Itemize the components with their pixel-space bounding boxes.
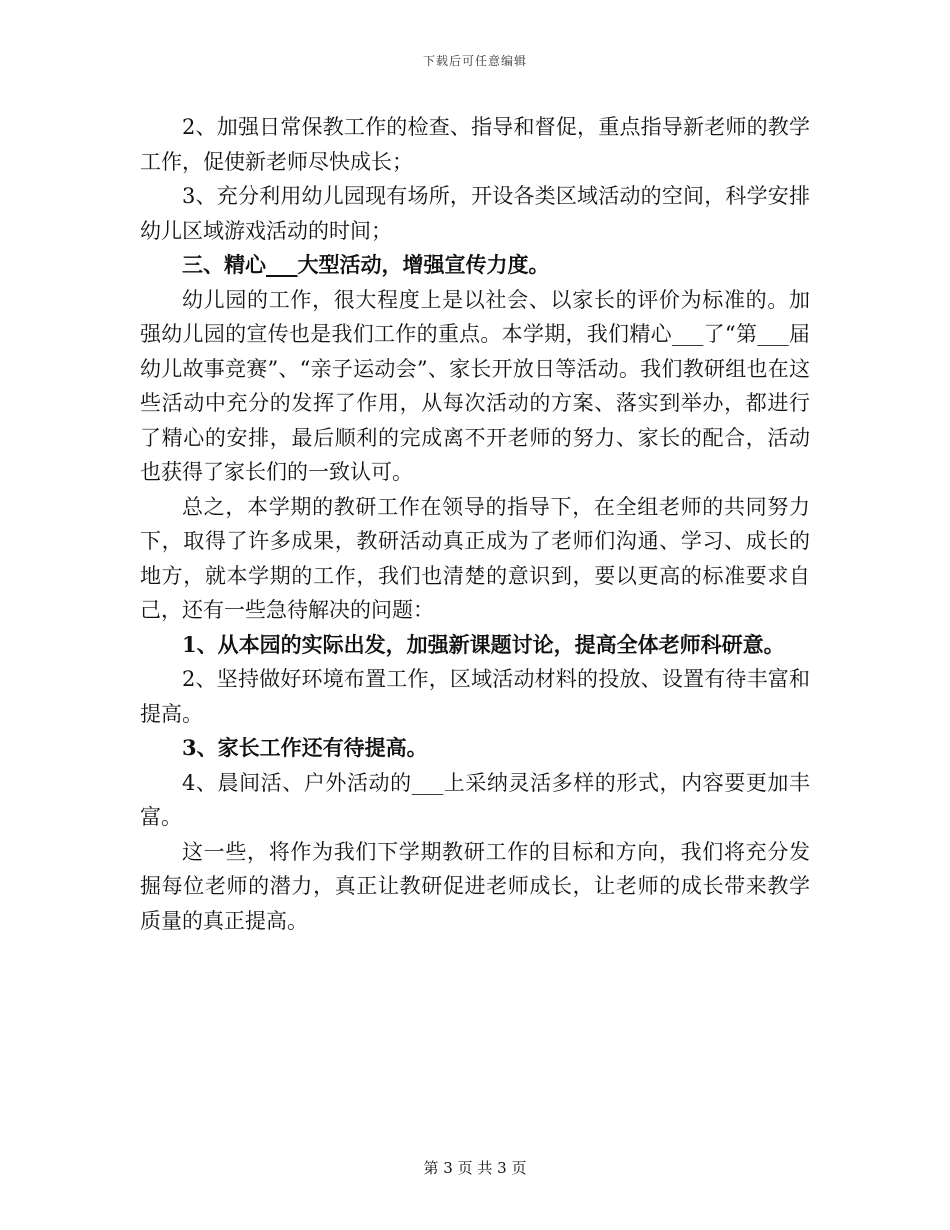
issue-item-2: 2、坚持做好环境布置工作，区域活动材料的投放、设置有待丰富和提高。 <box>140 667 810 726</box>
paragraph-summary: 总之，本学期的教研工作在领导的指导下，在全组老师的共同努力下，取得了许多成果，教研活动真正成为了老师们沟通、学习、成长的地方，就本学期的工作，我们也清楚的意识到，要以更高的标准要求自己，还有一些急待解决的问题： <box>140 494 810 622</box>
paragraph-publicity: 幼儿园的工作，很大程度上是以社会、以家长的评价为标准的。加强幼儿园的宣传也是我们工作的重点。本学期，我们精心___了“第___届幼儿故事竞赛”、“亲子运动会”、家长开放日等活动。我们教研组也在这些活动中充分的发挥了作用，从每次活动的方案、落实到举办，都进行了精心的安排，最后顺利的完成离不开老师的努力、家长的配合，活动也获得了家长们的一致认可。 <box>140 287 810 484</box>
paragraph-item-3: 3、充分利用幼儿园现有场所，开设各类区域活动的空间，科学安排幼儿区域游戏活动的时间； <box>140 184 810 243</box>
issue-item-4: 4、晨间活、户外活动的___上采纳灵活多样的形式，内容要更加丰富。 <box>140 770 810 829</box>
document-body <box>140 110 810 938</box>
page-number-footer: 第 3 页 共 3 页 <box>423 1159 527 1177</box>
section-heading-3: 三、精心___大型活动，增强宣传力度。 <box>182 252 550 277</box>
page-header-note: 下载后可任意编辑 <box>422 54 527 68</box>
issue-item-3: 3、家长工作还有待提高。 <box>182 735 428 760</box>
paragraph-item-2: 2、加强日常保教工作的检查、指导和督促，重点指导新老师的教学工作，促使新老师尽快成长； <box>140 115 810 174</box>
issue-item-1: 1、从本园的实际出发，加强新课题讨论，提高全体老师科研意。 <box>182 631 785 657</box>
paragraph-conclusion: 这一些，将作为我们下学期教研工作的目标和方向，我们将充分发掘每位老师的潜力，真正让教研促进老师成长，让老师的成长带来教学质量的真正提高。 <box>140 839 810 933</box>
